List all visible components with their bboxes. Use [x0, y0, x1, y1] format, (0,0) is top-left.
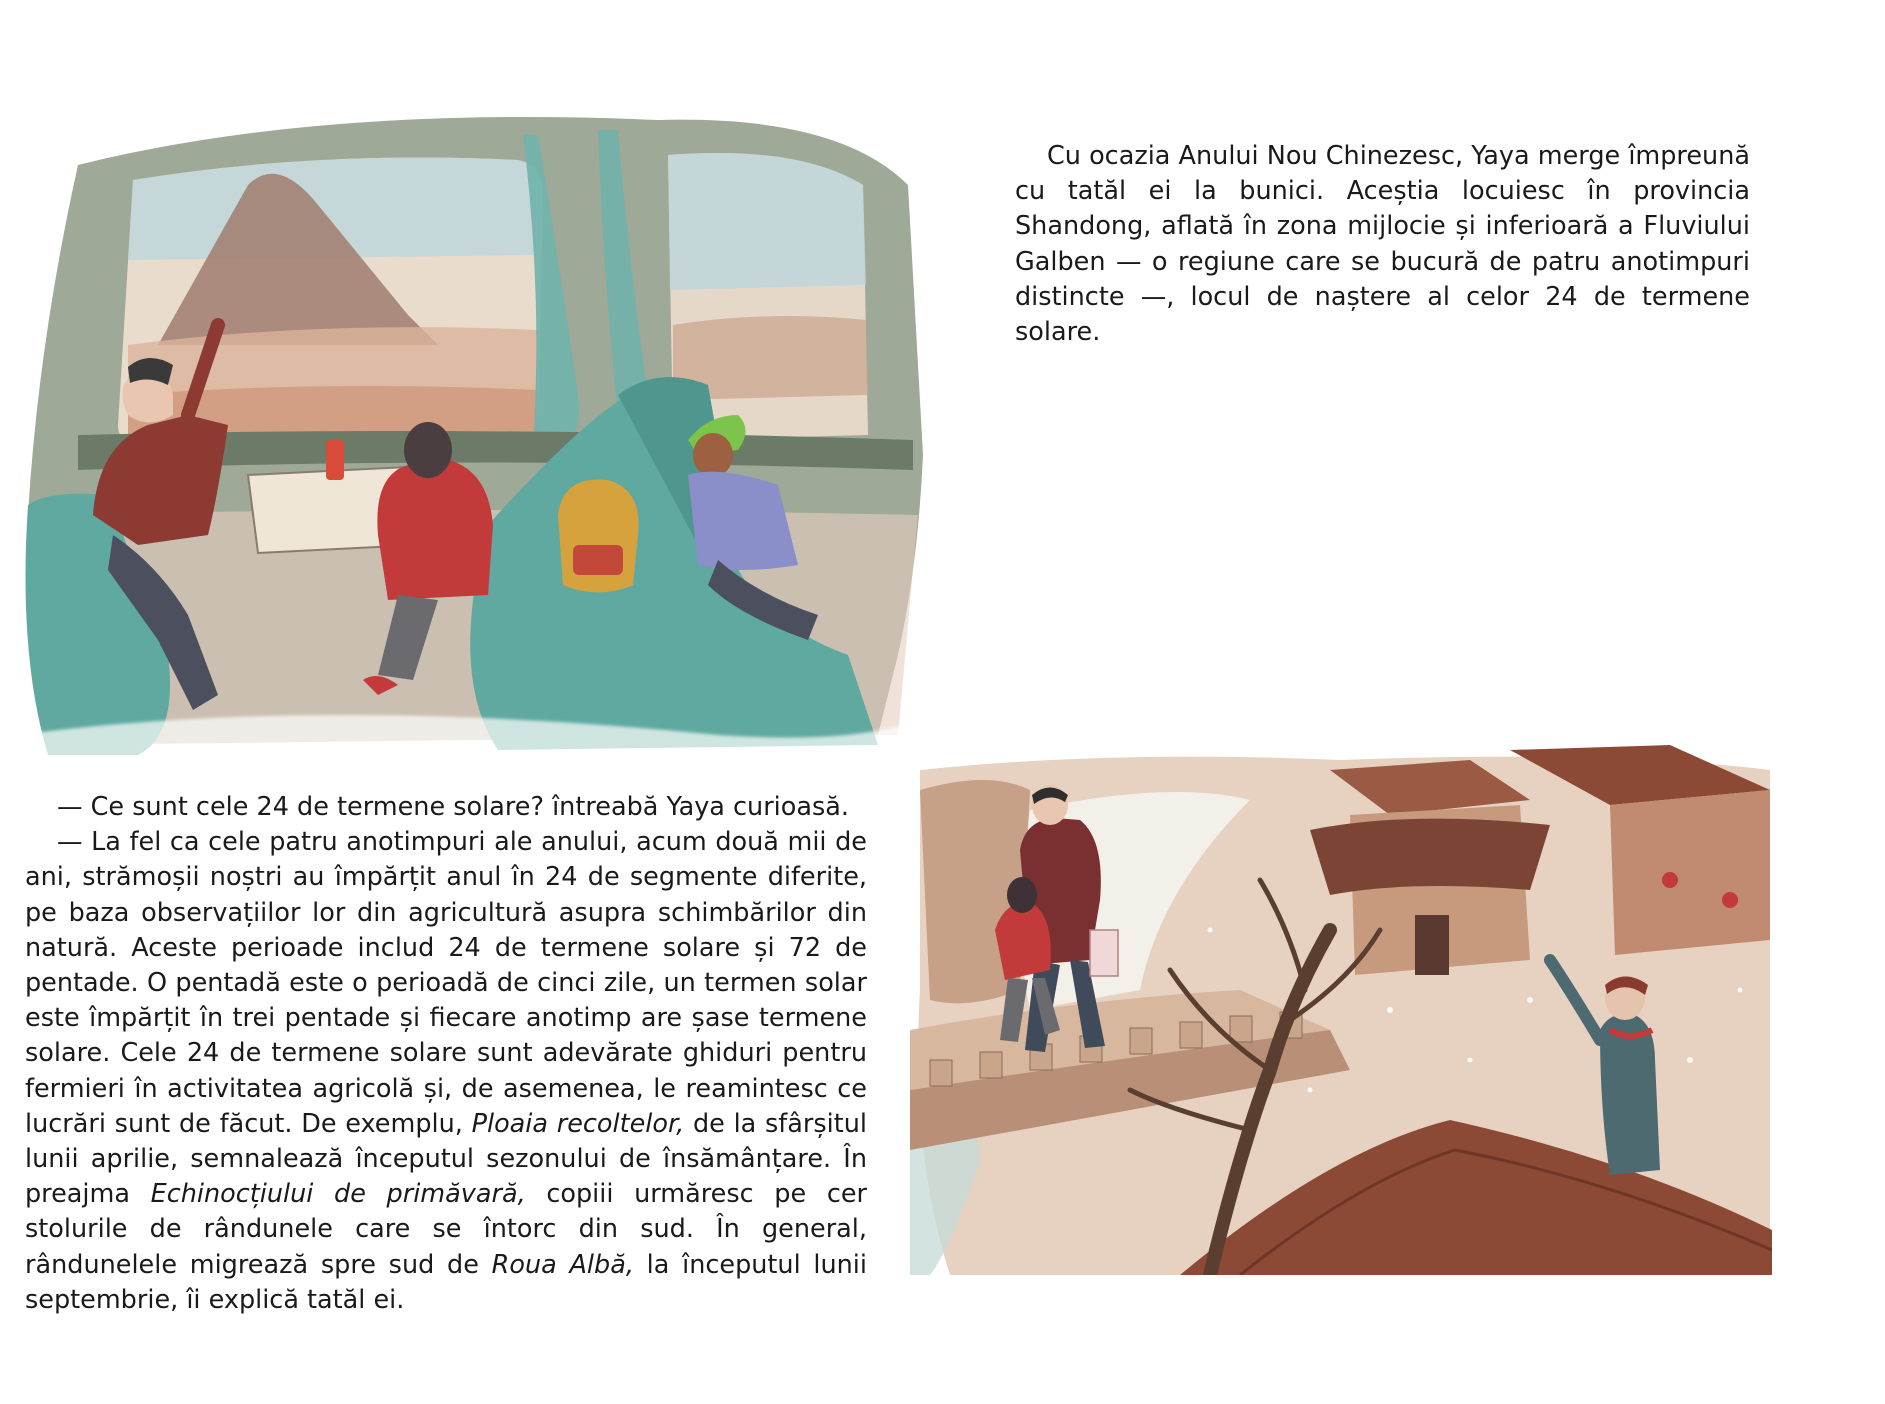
village-wall-walk-illustration-icon: [910, 730, 1772, 1275]
village-illustration: [910, 730, 1772, 1275]
answer-text-part-1: — La fel ca cele patru anotimpuri ale anului, acum două mii de ani, strămoșii noștri au împărțit anul în 24 de segmente diferite, pe baza observațiilor lor din agricultură asupra schimbărilor din natură. Aceste perioade includ 24 de termene solare și 72 de pentade. O pentadă este o perioadă de cinci zile, un termen solar este împărțit în trei pentade și fiecare anotimp are șase termene solare. Cele 24 de termene solare sunt adevărate ghiduri pentru fermieri în activitatea agricolă și, de asemenea, le reamintesc ce lucrări sunt de făcut. De exemplu,: [25, 827, 867, 1139]
intro-paragraph: Cu ocazia Anului Nou Chinezesc, Yaya merge împreună cu tatăl ei la bunici. Aceștia locuiesc în provincia Shandong, aflată în zona mijlocie și inferioară a Fluviului Galben — o regiune care se bucură de patru anotimpuri distincte —, locul de naștere al celor 24 de termene solare.: [1015, 141, 1750, 348]
dialogue-question: — Ce sunt cele 24 de termene solare? întreabă Yaya curioasă.: [57, 792, 850, 822]
dialogue-text-block: [25, 790, 867, 1318]
solar-term-white-dew: Roua Albă,: [491, 1249, 634, 1280]
train-illustration: [18, 95, 928, 757]
intro-text-block: [1015, 139, 1750, 350]
solar-term-grain-rain: Ploaia recoltelor,: [471, 1108, 685, 1139]
dialogue-answer: [25, 825, 867, 1318]
answer-text-part-3: copiii urmăresc pe cer stolurile de rândunele care se întorc din sud. În general, rândunelele migrează spre sud de: [25, 1179, 868, 1280]
answer-text-part-2: de la sfârșitul lunii aprilie, semnalează începutul sezonului de însămânțare. În preajma: [25, 1108, 867, 1210]
answer-text-part-4: la începutul lunii septembrie, îi explică tatăl ei.: [25, 1249, 867, 1315]
train-window-family-illustration-icon: [18, 95, 928, 757]
solar-term-spring-equinox: Echinocțiului de primăvară,: [150, 1179, 526, 1210]
